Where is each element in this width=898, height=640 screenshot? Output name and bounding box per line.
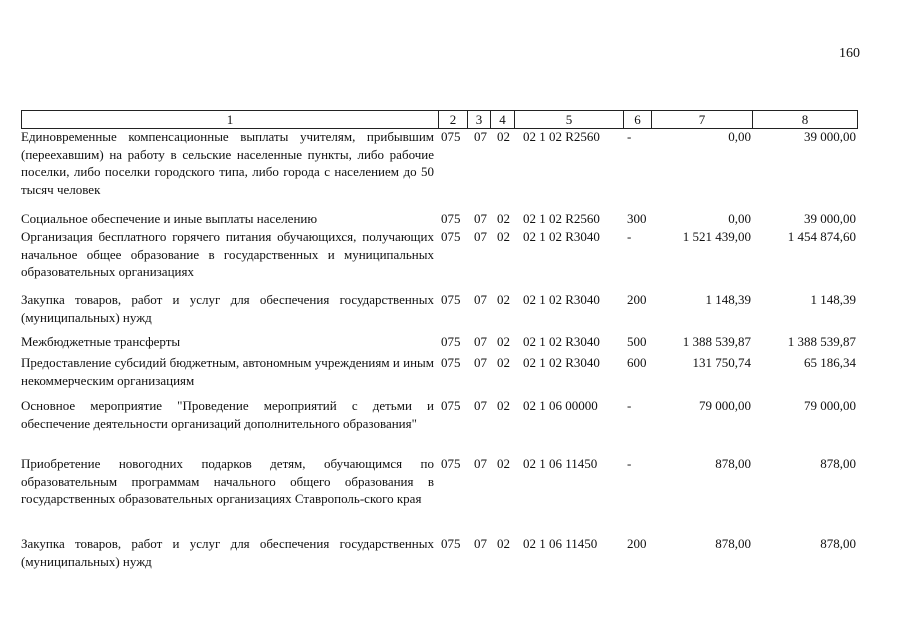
table-row [21, 354, 861, 397]
row-target-article: 02 1 06 11450 [523, 536, 598, 551]
row-name: Единовременные компенсационные выплаты учителям, прибывшим (переехавшим) на работу в сельские населенные пункты, либо рабочие поселки, либо поселки городского типа, либо города с населением до 50 тысяч человек [21, 129, 434, 197]
row-expense-type: - [627, 229, 632, 244]
row-target-article: 02 1 02 R3040 [523, 355, 600, 370]
row-name: Межбюджетные трансферты [21, 334, 181, 349]
row-expense-type: 500 [627, 334, 647, 349]
table-row [21, 210, 861, 228]
header-col-5: 5 [515, 111, 624, 129]
header-col-6: 6 [624, 111, 652, 129]
row-amount-1: 1 388 539,87 [682, 334, 751, 349]
row-target-article: 02 1 02 R2560 [523, 211, 600, 226]
table-row [21, 228, 861, 291]
row-target-article: 02 1 02 R3040 [523, 229, 600, 244]
row-amount-1: 1 148,39 [705, 292, 751, 307]
row-target-article: 02 1 02 R2560 [523, 129, 600, 144]
row-expense-type: 300 [627, 211, 647, 226]
row-target-article: 02 1 06 00000 [523, 398, 598, 413]
row-section: 07 [474, 456, 487, 471]
row-expense-type: - [627, 129, 632, 144]
row-target-article: 02 1 02 R3040 [523, 334, 600, 349]
row-amount-2: 39 000,00 [804, 129, 856, 144]
header-col-3: 3 [468, 111, 491, 129]
header-col-1: 1 [22, 111, 439, 129]
header-col-2: 2 [439, 111, 468, 129]
row-expense-type: 600 [627, 355, 647, 370]
row-glava: 075 [441, 292, 461, 307]
header-col-8: 8 [753, 111, 858, 129]
row-amount-2: 79 000,00 [804, 398, 856, 413]
row-glava: 075 [441, 211, 461, 226]
row-name: Закупка товаров, работ и услуг для обеспечения государственных (муниципальных) нужд [21, 536, 434, 569]
row-amount-1: 79 000,00 [699, 398, 751, 413]
row-glava: 075 [441, 129, 461, 144]
column-number-header [21, 110, 858, 129]
row-expense-type: 200 [627, 536, 647, 551]
row-amount-1: 878,00 [715, 456, 751, 471]
table-row [21, 455, 861, 535]
row-name: Закупка товаров, работ и услуг для обеспечения государственных (муниципальных) нужд [21, 292, 434, 325]
row-amount-2: 878,00 [820, 456, 856, 471]
row-target-article: 02 1 02 R3040 [523, 292, 600, 307]
header-col-7: 7 [652, 111, 753, 129]
row-subsection: 02 [497, 292, 510, 307]
row-amount-2: 1 148,39 [810, 292, 856, 307]
table-row [21, 397, 861, 455]
budget-table-body [21, 128, 861, 575]
row-name: Основное мероприятие "Проведение мероприятий с детьми и обеспечение деятельности организаций дополнительного образования" [21, 398, 434, 431]
row-section: 07 [474, 292, 487, 307]
row-name: Приобретение новогодних подарков детям, обучающимся по образовательным программам начального общего образования в государственных образовательных организациях Ставрополь-ского края [21, 456, 434, 506]
row-section: 07 [474, 355, 487, 370]
row-subsection: 02 [497, 456, 510, 471]
row-amount-1: 0,00 [728, 211, 751, 226]
header-col-4: 4 [491, 111, 515, 129]
row-amount-2: 39 000,00 [804, 211, 856, 226]
row-glava: 075 [441, 334, 461, 349]
table-row [21, 128, 861, 210]
row-section: 07 [474, 129, 487, 144]
page-number: 160 [839, 46, 860, 61]
row-glava: 075 [441, 398, 461, 413]
row-amount-1: 878,00 [715, 536, 751, 551]
table-row [21, 291, 861, 333]
row-amount-2: 65 186,34 [804, 355, 856, 370]
table-row [21, 333, 861, 354]
row-subsection: 02 [497, 129, 510, 144]
row-expense-type: - [627, 456, 632, 471]
row-section: 07 [474, 398, 487, 413]
row-glava: 075 [441, 536, 461, 551]
row-amount-2: 1 454 874,60 [787, 229, 856, 244]
row-amount-1: 0,00 [728, 129, 751, 144]
row-subsection: 02 [497, 334, 510, 349]
row-name: Социальное обеспечение и иные выплаты населению [21, 211, 318, 226]
row-expense-type: 200 [627, 292, 647, 307]
row-name: Предоставление субсидий бюджетным, автономным учреждениям и иным некоммерческим организациям [21, 355, 434, 388]
row-glava: 075 [441, 355, 461, 370]
row-amount-1: 131 750,74 [692, 355, 751, 370]
row-subsection: 02 [497, 355, 510, 370]
row-section: 07 [474, 536, 487, 551]
row-name: Организация бесплатного горячего питания обучающихся, получающих начальное общее образование в государственных и муниципальных образовательных организациях [21, 229, 434, 279]
row-amount-2: 1 388 539,87 [787, 334, 856, 349]
row-subsection: 02 [497, 398, 510, 413]
row-amount-2: 878,00 [820, 536, 856, 551]
row-section: 07 [474, 211, 487, 226]
row-section: 07 [474, 229, 487, 244]
row-subsection: 02 [497, 229, 510, 244]
row-glava: 075 [441, 229, 461, 244]
row-amount-1: 1 521 439,00 [682, 229, 751, 244]
table-row [21, 535, 861, 575]
row-target-article: 02 1 06 11450 [523, 456, 598, 471]
row-glava: 075 [441, 456, 461, 471]
row-expense-type: - [627, 398, 632, 413]
row-section: 07 [474, 334, 487, 349]
row-subsection: 02 [497, 211, 510, 226]
row-subsection: 02 [497, 536, 510, 551]
